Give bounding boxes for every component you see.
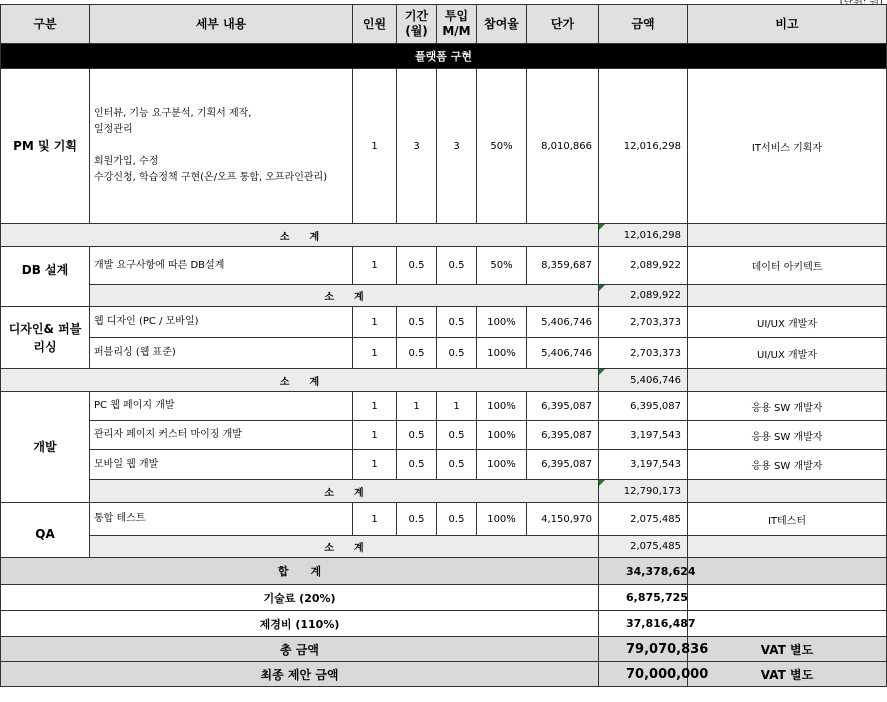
category-cell: QA (1, 503, 90, 558)
header-mm (437, 5, 477, 44)
people-cell: 1 (353, 450, 397, 480)
header-period-line1: 기간 (404, 9, 429, 23)
rate-cell: 100% (477, 307, 527, 338)
detail-cell (90, 69, 353, 224)
table-row (1, 247, 887, 285)
subtotal-label: 소 계 (90, 480, 599, 503)
section-row (1, 44, 887, 69)
period-cell: 0.5 (397, 503, 437, 536)
table-row (1, 421, 887, 450)
rate-cell: 100% (477, 450, 527, 480)
people-cell: 1 (353, 503, 397, 536)
grand-total-amount: 79,070,836 (599, 637, 688, 662)
unit-price-cell: 6,395,087 (527, 421, 599, 450)
subtotal-label: 소 계 (1, 224, 599, 247)
grand-total-row (1, 637, 887, 662)
sum-amount: 34,378,624 (599, 558, 688, 585)
subtotal-note (688, 224, 887, 247)
subtotal-amount: 5,406,746 (599, 369, 688, 392)
detail-line: 일정관리 (94, 124, 133, 135)
unit-price-cell: 6,395,087 (527, 392, 599, 421)
tech-fee-note (688, 585, 887, 611)
subtotal-row (1, 536, 887, 558)
header-detail: 세부 내용 (90, 5, 353, 44)
unit-price-cell: 6,395,087 (527, 450, 599, 480)
subtotal-note (688, 285, 887, 307)
table-row (1, 69, 887, 224)
detail-cell: 관리자 페이지 커스터 마이징 개발 (90, 421, 353, 450)
final-total-note: VAT 별도 (688, 662, 887, 687)
category-cell: PM 및 기획 (1, 69, 90, 224)
people-cell: 1 (353, 307, 397, 338)
detail-line: 인터뷰, 기능 요구분석, 기획서 제작, (94, 108, 252, 119)
unit-price-cell: 5,406,746 (527, 338, 599, 369)
category-cell: DB 설계 (1, 247, 90, 307)
header-unit-price: 단가 (527, 5, 599, 44)
detail-line (94, 138, 348, 154)
table-row (1, 503, 887, 536)
amount-cell: 3,197,543 (599, 450, 688, 480)
subtotal-label: 소 계 (90, 536, 599, 558)
amount-cell: 12,016,298 (599, 69, 688, 224)
period-cell: 0.5 (397, 450, 437, 480)
sum-row (1, 558, 887, 585)
rate-cell: 100% (477, 503, 527, 536)
rate-cell: 50% (477, 69, 527, 224)
header-amount: 금액 (599, 5, 688, 44)
subtotal-amount: 12,790,173 (599, 480, 688, 503)
overhead-amount: 37,816,487 (599, 611, 688, 637)
table-row (1, 338, 887, 369)
subtotal-label: 소 계 (90, 285, 599, 307)
note-cell: IT서비스 기획자 (688, 69, 887, 224)
mm-cell: 0.5 (437, 247, 477, 285)
tech-fee-amount: 6,875,725 (599, 585, 688, 611)
mm-cell: 1 (437, 392, 477, 421)
mm-cell: 0.5 (437, 338, 477, 369)
mm-cell: 0.5 (437, 307, 477, 338)
amount-cell: 2,703,373 (599, 307, 688, 338)
note-cell: UI/UX 개발자 (688, 307, 887, 338)
header-period (397, 5, 437, 44)
note-cell: 응용 SW 개발자 (688, 421, 887, 450)
header-people: 인원 (353, 5, 397, 44)
overhead-note (688, 611, 887, 637)
header-rate: 참여율 (477, 5, 527, 44)
header-mm-line1: 투입 (444, 9, 469, 23)
unit-price-cell: 8,359,687 (527, 247, 599, 285)
amount-cell: 6,395,087 (599, 392, 688, 421)
rate-cell: 100% (477, 392, 527, 421)
estimate-table (0, 4, 887, 687)
rate-cell: 50% (477, 247, 527, 285)
subtotal-label: 소 계 (1, 369, 599, 392)
note-cell: UI/UX 개발자 (688, 338, 887, 369)
subtotal-amount: 2,075,485 (599, 536, 688, 558)
detail-cell: PC 웹 페이지 개발 (90, 392, 353, 421)
overhead-row (1, 611, 887, 637)
overhead-label: 제경비 (110%) (1, 611, 599, 637)
subtotal-row (1, 369, 887, 392)
subtotal-note (688, 480, 887, 503)
subtotal-amount: 2,089,922 (599, 285, 688, 307)
people-cell: 1 (353, 421, 397, 450)
people-cell: 1 (353, 247, 397, 285)
note-cell: 데이터 아키텍트 (688, 247, 887, 285)
rate-cell: 100% (477, 338, 527, 369)
sum-label: 합 계 (1, 558, 599, 585)
category-cell: 디자인& 퍼블리싱 (1, 307, 90, 369)
subtotal-note (688, 369, 887, 392)
final-total-amount: 70,000,000 (599, 662, 688, 687)
grand-total-note: VAT 별도 (688, 637, 887, 662)
amount-cell: 2,075,485 (599, 503, 688, 536)
note-cell: IT테스터 (688, 503, 887, 536)
period-cell: 0.5 (397, 247, 437, 285)
subtotal-row (1, 224, 887, 247)
amount-cell: 2,089,922 (599, 247, 688, 285)
final-total-row (1, 662, 887, 687)
mm-cell: 0.5 (437, 421, 477, 450)
detail-cell: 개발 요구사항에 따른 DB설계 (90, 247, 353, 285)
category-cell: 개발 (1, 392, 90, 503)
header-row (1, 5, 887, 44)
header-mm-line2: M/M (442, 24, 471, 38)
mm-cell: 3 (437, 69, 477, 224)
mm-cell: 0.5 (437, 450, 477, 480)
mm-cell: 0.5 (437, 503, 477, 536)
detail-cell: 퍼블리싱 (웹 표준) (90, 338, 353, 369)
people-cell: 1 (353, 338, 397, 369)
period-cell: 0.5 (397, 421, 437, 450)
note-cell: 응용 SW 개발자 (688, 450, 887, 480)
detail-cell: 웹 디자인 (PC / 모바일) (90, 307, 353, 338)
grand-total-label: 총 금액 (1, 637, 599, 662)
sum-note (688, 558, 887, 585)
detail-cell: 모바일 웹 개발 (90, 450, 353, 480)
section-title: 플랫폼 구현 (1, 44, 887, 69)
subtotal-note (688, 536, 887, 558)
note-cell: 응용 SW 개발자 (688, 392, 887, 421)
unit-price-cell: 8,010,866 (527, 69, 599, 224)
final-total-label: 최종 제안 금액 (1, 662, 599, 687)
subtotal-row (1, 285, 887, 307)
tech-fee-row (1, 585, 887, 611)
header-category: 구분 (1, 5, 90, 44)
header-period-line2: (월) (405, 24, 428, 38)
unit-price-cell: 4,150,970 (527, 503, 599, 536)
detail-line: 회원가입, 수정 (94, 156, 159, 167)
amount-cell: 2,703,373 (599, 338, 688, 369)
table-row (1, 392, 887, 421)
period-cell: 0.5 (397, 307, 437, 338)
unit-price-cell: 5,406,746 (527, 307, 599, 338)
people-cell: 1 (353, 69, 397, 224)
tech-fee-label: 기술료 (20%) (1, 585, 599, 611)
period-cell: 3 (397, 69, 437, 224)
subtotal-row (1, 480, 887, 503)
detail-cell: 통합 테스트 (90, 503, 353, 536)
period-cell: 1 (397, 392, 437, 421)
rate-cell: 100% (477, 421, 527, 450)
amount-cell: 3,197,543 (599, 421, 688, 450)
people-cell: 1 (353, 392, 397, 421)
detail-line: 수강신청, 학습정책 구현(온/오프 통합, 오프라인관리) (94, 172, 328, 183)
table-row (1, 307, 887, 338)
header-note: 비고 (688, 5, 887, 44)
subtotal-amount: 12,016,298 (599, 224, 688, 247)
period-cell: 0.5 (397, 338, 437, 369)
table-row (1, 450, 887, 480)
